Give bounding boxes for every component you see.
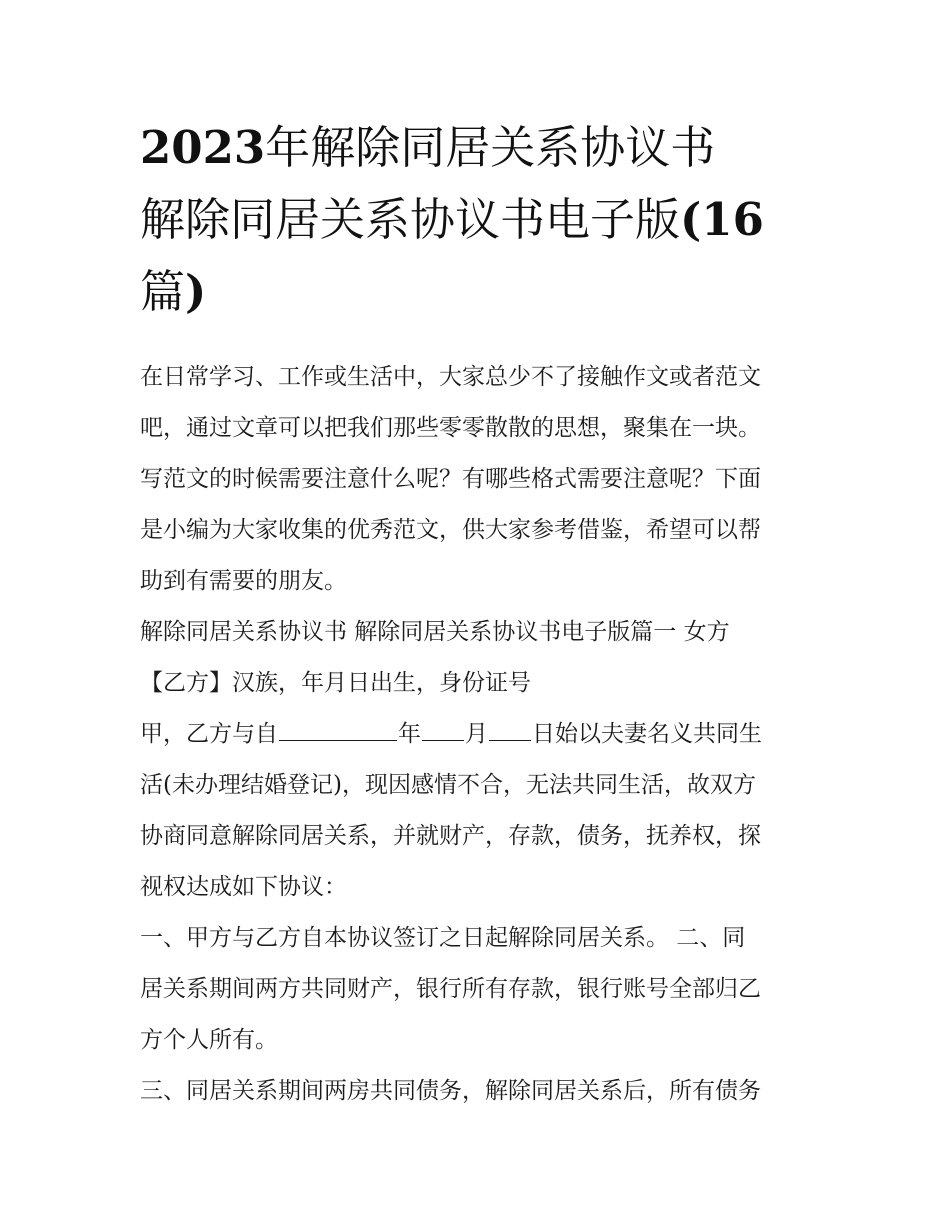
agreement-text: 甲，乙方与自: [140, 721, 278, 747]
year-blank: [279, 718, 397, 741]
agreement-text: 月: [465, 721, 488, 747]
title-line-3: [140, 256, 830, 328]
paragraph-line: 居关系期间两方共同财产，银行所有存款，银行账号全部归乙: [140, 976, 761, 1002]
title-line-3-text: 篇: [140, 265, 186, 318]
paragraph-line: 活(未办理结婚登记)，现因感情不合，无法共同生活，故双方: [140, 772, 756, 798]
title-year: 2023: [140, 121, 266, 174]
title-line-2: [140, 184, 830, 256]
paragraph-line: 一、甲方与乙方自本协议签订之日起解除同居关系。 二、同: [140, 925, 746, 951]
agreement-text: 日始以夫妻名义共同生: [532, 721, 762, 747]
paragraph-line: 视权达成如下协议：: [140, 874, 347, 900]
document-title: [140, 112, 830, 328]
paragraph-line: 助到有需要的朋友。: [140, 568, 347, 594]
title-count: (16: [680, 193, 764, 246]
paragraph-line: 在日常学习、工作或生活中，大家总少不了接触作文或者范文: [140, 364, 761, 390]
day-blank: [489, 718, 531, 741]
section-heading-paragraph: [140, 607, 830, 658]
title-line-1-text: 年解除同居关系协议书: [265, 121, 716, 174]
intro-paragraph: [140, 352, 830, 607]
agreement-first-line: [140, 709, 830, 760]
title-close-paren: ): [185, 265, 207, 318]
agreement-paragraph: [140, 709, 830, 913]
paragraph-line: 吧，通过文章可以把我们那些零零散散的思想，聚集在一块。: [140, 415, 761, 441]
paragraph-line: 协商同意解除同居关系，并就财产，存款，债务，抚养权，探: [140, 823, 761, 849]
section-heading: 解除同居关系协议书 解除同居关系协议书电子版篇一 女方: [140, 619, 730, 645]
paragraph-line: 是小编为大家收集的优秀范文，供大家参考借鉴，希望可以帮: [140, 517, 761, 543]
document-body: [140, 352, 830, 1117]
party-b-line: 【乙方】汉族，年月日出生，身份证号: [140, 670, 531, 696]
paragraph-line: 写范文的时候需要注意什么呢？有哪些格式需要注意呢？下面: [140, 466, 761, 492]
paragraph-line: 方个人所有。: [140, 1027, 278, 1053]
paragraph-line: 三、同居关系期间两房共同债务，解除同居关系后，所有债务: [140, 1078, 761, 1104]
clause-3-paragraph: [140, 1066, 830, 1117]
title-line-2-text: 解除同居关系协议书电子版: [140, 193, 681, 246]
agreement-text: 年: [398, 721, 421, 747]
title-line-1: [140, 112, 830, 184]
party-b-paragraph: [140, 658, 830, 709]
month-blank: [422, 718, 464, 741]
clause-1-2-paragraph: [140, 913, 830, 1066]
